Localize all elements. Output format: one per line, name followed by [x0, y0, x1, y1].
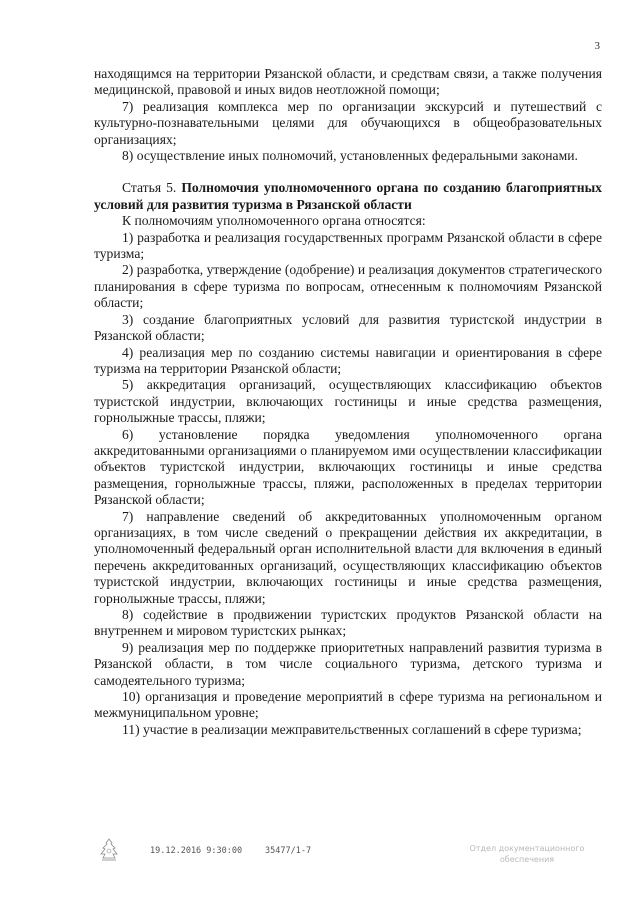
registration-stamp: Отдел документационного обеспечения	[469, 844, 585, 864]
article-item-8: 8) содействие в продвижении туристских продуктов Рязанской области на внутреннем и мировом туристских рынках;	[94, 607, 602, 639]
article-item-7: 7) направление сведений об аккредитованных уполномоченным органом организациях, в том числе сведений о прекращении действия их аккредитации, в уполномоченный федеральный орган исполнительной власти для включения в единый перечень аккредитованных организаций, осуществляющих классификацию объектов туристской индустрии, включающих гостиницы и иные средства размещения, горнолыжные трассы, пляжи;	[94, 508, 602, 606]
document-body	[94, 66, 602, 738]
article-item-2: 2) разработка, утверждение (одобрение) и реализация документов стратегического планирования в сфере туризма по вопросам, отнесенным к полномочиям Рязанской области;	[94, 262, 602, 311]
article-intro: К полномочиям уполномоченного органа относятся:	[122, 213, 426, 229]
page-number: 3	[594, 40, 600, 52]
article-heading	[94, 180, 602, 213]
article-item-9: 9) реализация мер по поддержке приоритетных направлений развития туризма в Рязанской области, в том числе социального туризма, детского туризма и самодеятельного туризма;	[94, 639, 602, 688]
article-item-6: 6) установление порядка уведомления уполномоченного органа аккредитованными организациями о планируемом ими осуществлении классификации объектов туристской индустрии, включающих гостиницы и иные средства размещения, горнолыжные трассы, пляжи, расположенных в пределах территории Рязанской области;	[94, 426, 602, 508]
article-item-11: 11) участие в реализации межправительственных соглашений в сфере туризма;	[122, 721, 582, 737]
footer-datetime: 19.12.2016 9:30:00	[150, 846, 243, 856]
article-item-1: 1) разработка и реализация государственных программ Рязанской области в сфере туризма;	[94, 229, 602, 262]
article-title: Полномочия уполномоченного органа по созданию благоприятных условий для развития туризма в Рязанской области	[94, 180, 602, 212]
footer-registration-number: 35477/1-7	[265, 846, 312, 856]
article-number: Статья 5.	[122, 180, 177, 196]
paragraph-item-7: 7) реализация комплекса мер по организации экскурсий и путешествий с культурно-познавательными целями для обучающихся в общеобразовательных организациях;	[94, 98, 602, 147]
paragraph-continuation: находящимся на территории Рязанской области, и средствам связи, а также получения медицинской, правовой и иных видов неотложной помощи;	[94, 66, 602, 98]
article-item-10: 10) организация и проведение мероприятий в сфере туризма на региональном и межмуниципальном уровне;	[94, 689, 602, 721]
paragraph-item-8: 8) осуществление иных полномочий, установленных федеральными законами.	[122, 148, 578, 164]
article-item-4: 4) реализация мер по созданию системы навигации и ориентирования в сфере туризма на территории Рязанской области;	[94, 344, 602, 376]
article-item-5: 5) аккредитация организаций, осуществляющих классификацию объектов туристской индустрии, включающих гостиницы и иные средства размещения, горнолыжные трассы, пляжи;	[94, 377, 602, 426]
coat-of-arms-icon	[99, 838, 119, 862]
article-item-3: 3) создание благоприятных условий для развития туристской индустрии в Рязанской области;	[94, 311, 602, 344]
